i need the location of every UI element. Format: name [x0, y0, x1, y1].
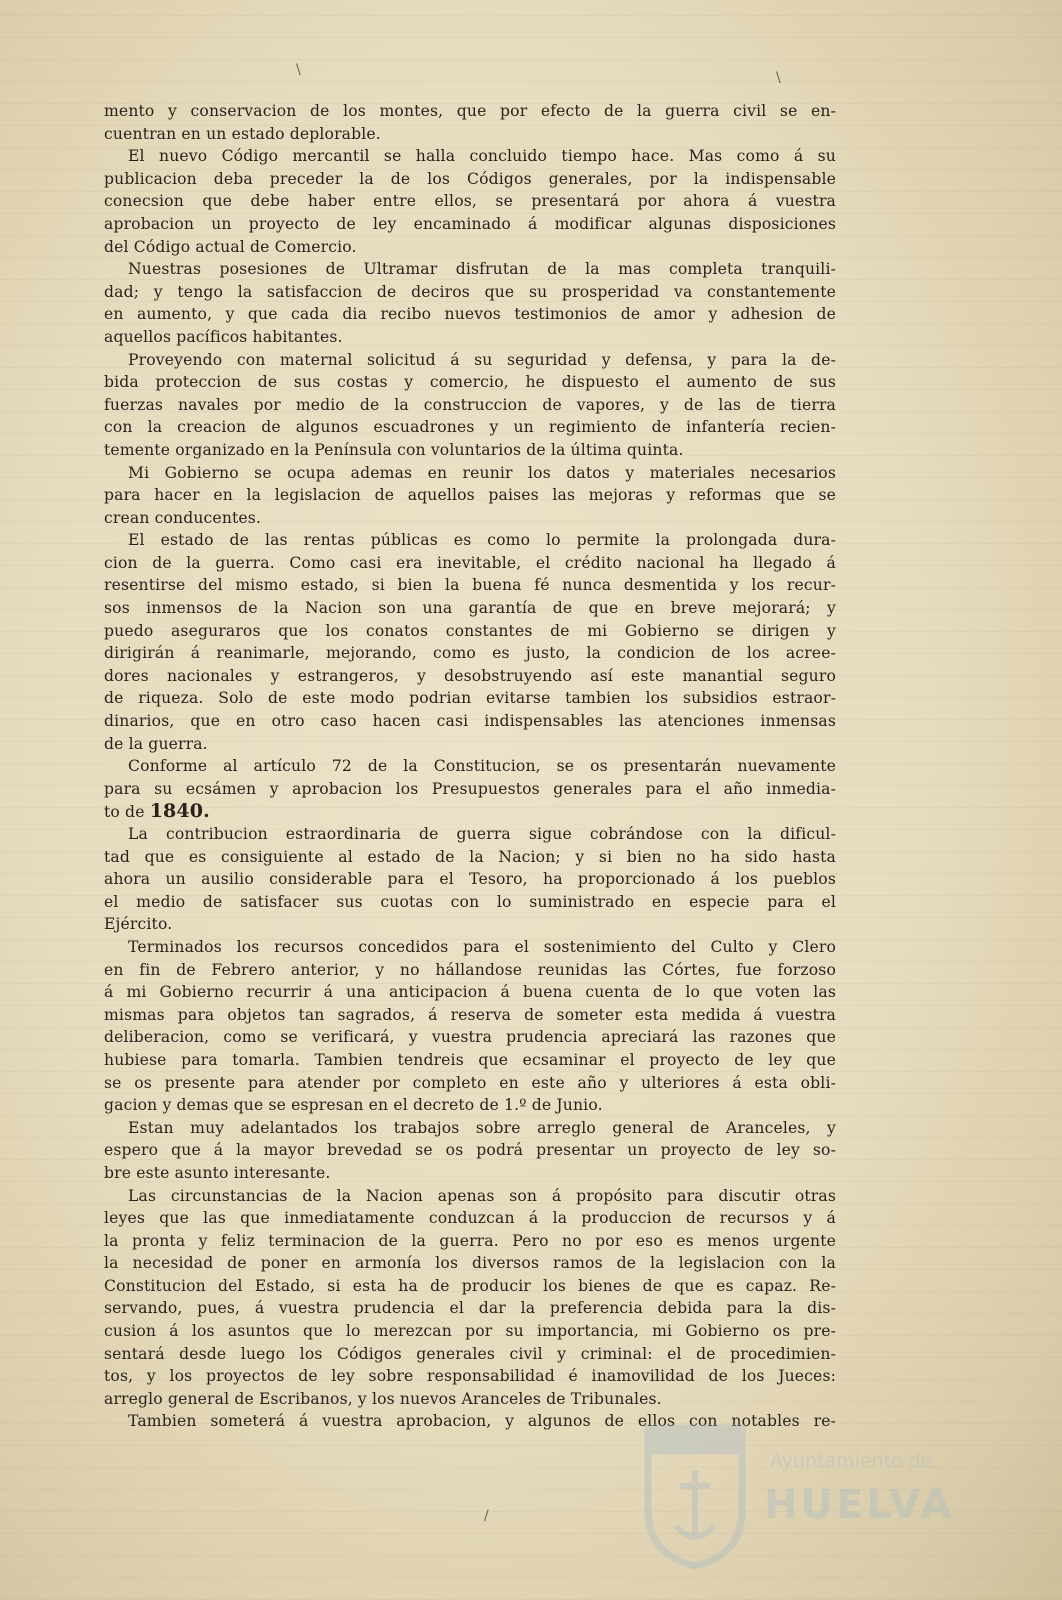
text-line: la pronta y feliz terminacion de la guerra. Pero no por eso es menos urgente [104, 1231, 836, 1250]
text-line: con la creacion de algunos escuadrones y un regimiento de infantería recien- [104, 418, 836, 437]
text-line: cusion á los asuntos que lo merezcan por su importancia, mi Gobierno os pre- [104, 1322, 836, 1341]
text-line: puedo aseguraros que los conatos constantes de mi Gobierno se dirigen y [104, 621, 836, 640]
text-line: para hacer en la legislacion de aquellos paises las mejoras y reformas que se [104, 486, 836, 505]
text-line: arreglo general de Escribanos, y los nuevos Aranceles de Tribunales. [104, 1389, 662, 1408]
text-line: dad; y tengo la satisfaccion de deciros que su prosperidad va constantemente [104, 282, 836, 301]
text-line: temente organizado en la Península con voluntarios de la última quinta. [104, 440, 684, 459]
text-line: Mi Gobierno se ocupa ademas en reunir los datos y materiales necesarios [128, 463, 836, 482]
text-line: gacion y demas que se espresan en el decreto de 1.º de Junio. [104, 1096, 603, 1115]
text-line: deliberacion, como se verificará, y vuestra prudencia apreciará las razones que [104, 1028, 836, 1047]
text-line: el medio de satisfacer sus cuotas con lo suministrado en especie para el [104, 892, 836, 911]
text-line: de la guerra. [104, 734, 208, 753]
text-line: El nuevo Código mercantil se halla concluido tiempo hace. Mas como á su [128, 147, 836, 166]
text-line: espero que á la mayor brevedad se os podrá presentar un proyecto de ley so- [104, 1141, 836, 1160]
ink-speck: \ [776, 70, 781, 86]
text-line: mento y conservacion de los montes, que por efecto de la guerra civil se en- [104, 102, 836, 120]
text-line: aquellos pacíficos habitantes. [104, 327, 343, 346]
text-line: bida proteccion de sus costas y comercio, he dispuesto el aumento de sus [104, 373, 836, 392]
text-line: La contribucion estraordinaria de guerra sigue cobrándose con la dificul- [128, 825, 836, 843]
text-line: Tambien someterá á vuestra aprobacion, y algunos de ellos con notables re- [128, 1412, 836, 1431]
text-line: resentirse del mismo estado, si bien la buena fé nunca desmentida y los recur- [104, 576, 836, 595]
text-line: Las circunstancias de la Nacion apenas son á propósito para discutir otras [128, 1186, 836, 1205]
ink-speck: / [484, 1508, 489, 1524]
text-line: Proveyendo con maternal solicitud á su seguridad y defensa, y para la de- [128, 350, 836, 369]
text-fragment: to de [104, 803, 145, 822]
text-line: sentará desde luego los Códigos generales civil y criminal: el de procedimien- [104, 1344, 836, 1363]
text-line: conecsion que debe haber entre ellos, se presentará por ahora á vuestra [104, 192, 836, 211]
text-line: Estan muy adelantados los trabajos sobre arreglo general de Aranceles, y [128, 1118, 836, 1137]
text-line: leyes que las que inmediatamente conduzcan á la produccion de recursos y á [104, 1209, 836, 1228]
text-line: hubiese para tomarla. Tambien tendreis que ecsaminar el proyecto de ley que [104, 1050, 836, 1069]
text-line: El estado de las rentas públicas es como lo permite la prolongada dura- [128, 531, 836, 550]
ink-speck: \ [296, 62, 301, 78]
year-figure: 1840. [149, 800, 210, 823]
text-line: la necesidad de poner en armonía los diversos ramos de la legislacion con la [104, 1254, 836, 1273]
text-line: publicacion deba preceder la de los Códigos generales, por la indispensable [104, 169, 836, 188]
text-line: tos, y los proyectos de ley sobre responsabilidad é inamovilidad de los Jueces: [104, 1367, 836, 1386]
coat-of-arms-icon [640, 1420, 750, 1570]
text-line: sos inmensos de la Nacion son una garantía de que en breve mejorará; y [104, 599, 836, 618]
text-line: dirigirán á reanimarle, mejorando, como es justo, la condicion de los acree- [104, 644, 836, 663]
text-line: en fin de Febrero anterior, y no hállandose reunidas las Córtes, fue forzoso [104, 960, 836, 979]
text-line: Terminados los recursos concedidos para el sostenimiento del Culto y Clero [128, 937, 836, 956]
text-line: cion de la guerra. Como casi era inevitable, el crédito nacional ha llegado á [104, 553, 836, 572]
body-text [104, 100, 836, 1433]
text-line: Constitucion del Estado, si esta ha de producir los bienes de que es capaz. Re- [104, 1276, 836, 1295]
text-line: crean conducentes. [104, 508, 262, 527]
text-line: servando, pues, á vuestra prudencia el dar la preferencia debida para la dis- [104, 1299, 836, 1318]
text-line: Nuestras posesiones de Ultramar disfrutan de la mas completa tranquili- [128, 260, 836, 279]
text-line: Conforme al artículo 72 de la Constitucion, se os presentarán nuevamente [128, 757, 836, 776]
text-line: para su ecsámen y aprobacion los Presupuestos generales para el año inmedia- [104, 779, 836, 798]
watermark-town-text: Ayuntamiento de [770, 1450, 933, 1472]
text-line: tad que es consiguiente al estado de la Nacion; y si bien no ha sido hasta [104, 847, 836, 866]
text-line: de riqueza. Solo de este modo podrian evitarse tambien los subsidios estraor- [104, 689, 836, 708]
text-line: dores nacionales y estrangeros, y desobstruyendo así este manantial seguro [104, 666, 836, 685]
text-line: fuerzas navales por medio de la construccion de vapores, y de las de tierra [104, 395, 836, 414]
text-line: del Código actual de Comercio. [104, 237, 357, 256]
text-line: dinarios, que en otro caso hacen casi indispensables las atenciones inmensas [104, 712, 836, 731]
text-line: mismas para objetos tan sagrados, á reserva de someter esta medida á vuestra [104, 1005, 836, 1024]
text-line: bre este asunto interesante. [104, 1163, 331, 1182]
text-line: ahora un ausilio considerable para el Tesoro, ha proporcionado á los pueblos [104, 870, 836, 889]
text-line: Ejército. [104, 915, 173, 934]
text-line: cuentran en un estado deplorable. [104, 124, 381, 143]
watermark-city-text: HUELVA [764, 1482, 955, 1528]
text-line: se os presente para atender por completo en este año y ulteriores á esta obli- [104, 1073, 836, 1092]
text-line: á mi Gobierno recurrir á una anticipacion á buena cuenta de lo que voten las [104, 983, 836, 1002]
text-line: en aumento, y que cada dia recibo nuevos testimonios de amor y adhesion de [104, 305, 836, 324]
archive-watermark [640, 1420, 1000, 1570]
text-line-with-year [104, 800, 836, 823]
text-line: aprobacion un proyecto de ley encaminado á modificar algunas disposiciones [104, 214, 836, 233]
